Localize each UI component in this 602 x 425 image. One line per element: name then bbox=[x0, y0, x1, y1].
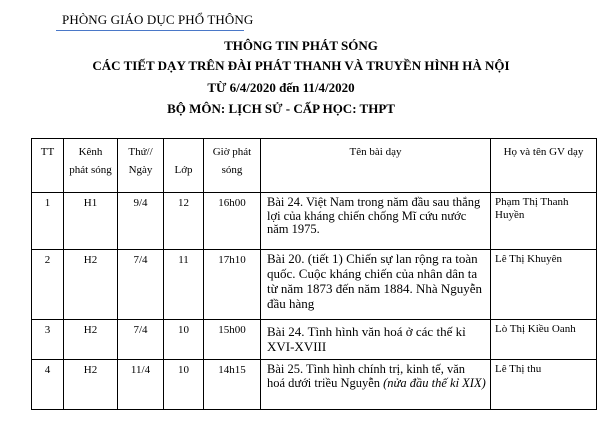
table-header-row bbox=[32, 139, 597, 193]
cell-grade: 12 bbox=[164, 193, 204, 250]
table-row bbox=[32, 250, 597, 320]
lesson-text: Bài 20. (tiết 1) Chiến sự lan rộng ra toàn quốc. Cuộc kháng chiến của nhân dân ta từ năm 1873 đến năm 1884. Nhà Nguyễn đầu hàng bbox=[267, 251, 483, 311]
cell-time: 14h15 bbox=[204, 360, 261, 410]
table-row bbox=[32, 360, 597, 410]
col-header-grade: Lớp bbox=[164, 139, 204, 193]
cell-channel: H1 bbox=[64, 193, 118, 250]
cell-teacher: Phạm Thị Thanh Huyền bbox=[491, 193, 597, 250]
cell-tt: 3 bbox=[32, 320, 64, 360]
cell-lesson bbox=[261, 360, 491, 410]
cell-time: 15h00 bbox=[204, 320, 261, 360]
cell-grade: 10 bbox=[164, 360, 204, 410]
department-underline bbox=[56, 30, 244, 31]
doc-title: THÔNG TIN PHÁT SÓNG bbox=[224, 38, 378, 53]
lesson-text: Bài 24. Tình hình văn hoá ở các thế kỉ XVI-XVIII bbox=[267, 324, 466, 354]
cell-time: 16h00 bbox=[204, 193, 261, 250]
cell-lesson bbox=[261, 193, 491, 250]
cell-channel: H2 bbox=[64, 320, 118, 360]
cell-grade: 11 bbox=[164, 250, 204, 320]
cell-lesson bbox=[261, 320, 491, 360]
cell-tt: 1 bbox=[32, 193, 64, 250]
cell-teacher: Lò Thị Kiều Oanh bbox=[491, 320, 597, 360]
col-header-time: Giờ phát sóng bbox=[204, 139, 261, 193]
cell-day: 7/4 bbox=[118, 320, 164, 360]
cell-tt: 4 bbox=[32, 360, 64, 410]
col-header-teacher: Họ và tên GV dạy bbox=[491, 139, 597, 193]
subject-line: BỘ MÔN: LỊCH SỬ - CẤP HỌC: THPT bbox=[167, 101, 395, 116]
doc-subtitle: CÁC TIẾT DẠY TRÊN ĐÀI PHÁT THANH VÀ TRUYỀN HÌNH HÀ NỘI bbox=[92, 58, 510, 73]
broadcast-table bbox=[31, 138, 597, 410]
lesson-italic-text: (nửa đầu thế kỉ XIX) bbox=[383, 375, 486, 390]
cell-lesson bbox=[261, 250, 491, 320]
cell-channel: H2 bbox=[64, 360, 118, 410]
table-row bbox=[32, 320, 597, 360]
lesson-text: Bài 25. Tình hình chính trị, kinh tế, văn hoá dưới triều Nguyễn bbox=[267, 362, 466, 390]
col-header-tt: TT bbox=[32, 139, 64, 193]
cell-day: 7/4 bbox=[118, 250, 164, 320]
cell-grade: 10 bbox=[164, 320, 204, 360]
table-row bbox=[32, 193, 597, 250]
cell-channel: H2 bbox=[64, 250, 118, 320]
cell-day: 11/4 bbox=[118, 360, 164, 410]
col-header-channel: Kênh phát sóng bbox=[64, 139, 118, 193]
cell-day: 9/4 bbox=[118, 193, 164, 250]
cell-teacher: Lê Thị Khuyên bbox=[491, 250, 597, 320]
lesson-text: Bài 24. Việt Nam trong năm đầu sau thắng lợi của kháng chiến chống Mĩ cứu nước năm 1975. bbox=[267, 195, 481, 236]
date-range: TỪ 6/4/2020 đến 11/4/2020 bbox=[207, 80, 355, 95]
col-header-lesson: Tên bài dạy bbox=[261, 139, 491, 193]
cell-time: 17h10 bbox=[204, 250, 261, 320]
department-name: PHÒNG GIÁO DỤC PHỔ THÔNG bbox=[62, 12, 254, 27]
cell-teacher: Lê Thị thu bbox=[491, 360, 597, 410]
col-header-day: Thứ// Ngày bbox=[118, 139, 164, 193]
cell-tt: 2 bbox=[32, 250, 64, 320]
